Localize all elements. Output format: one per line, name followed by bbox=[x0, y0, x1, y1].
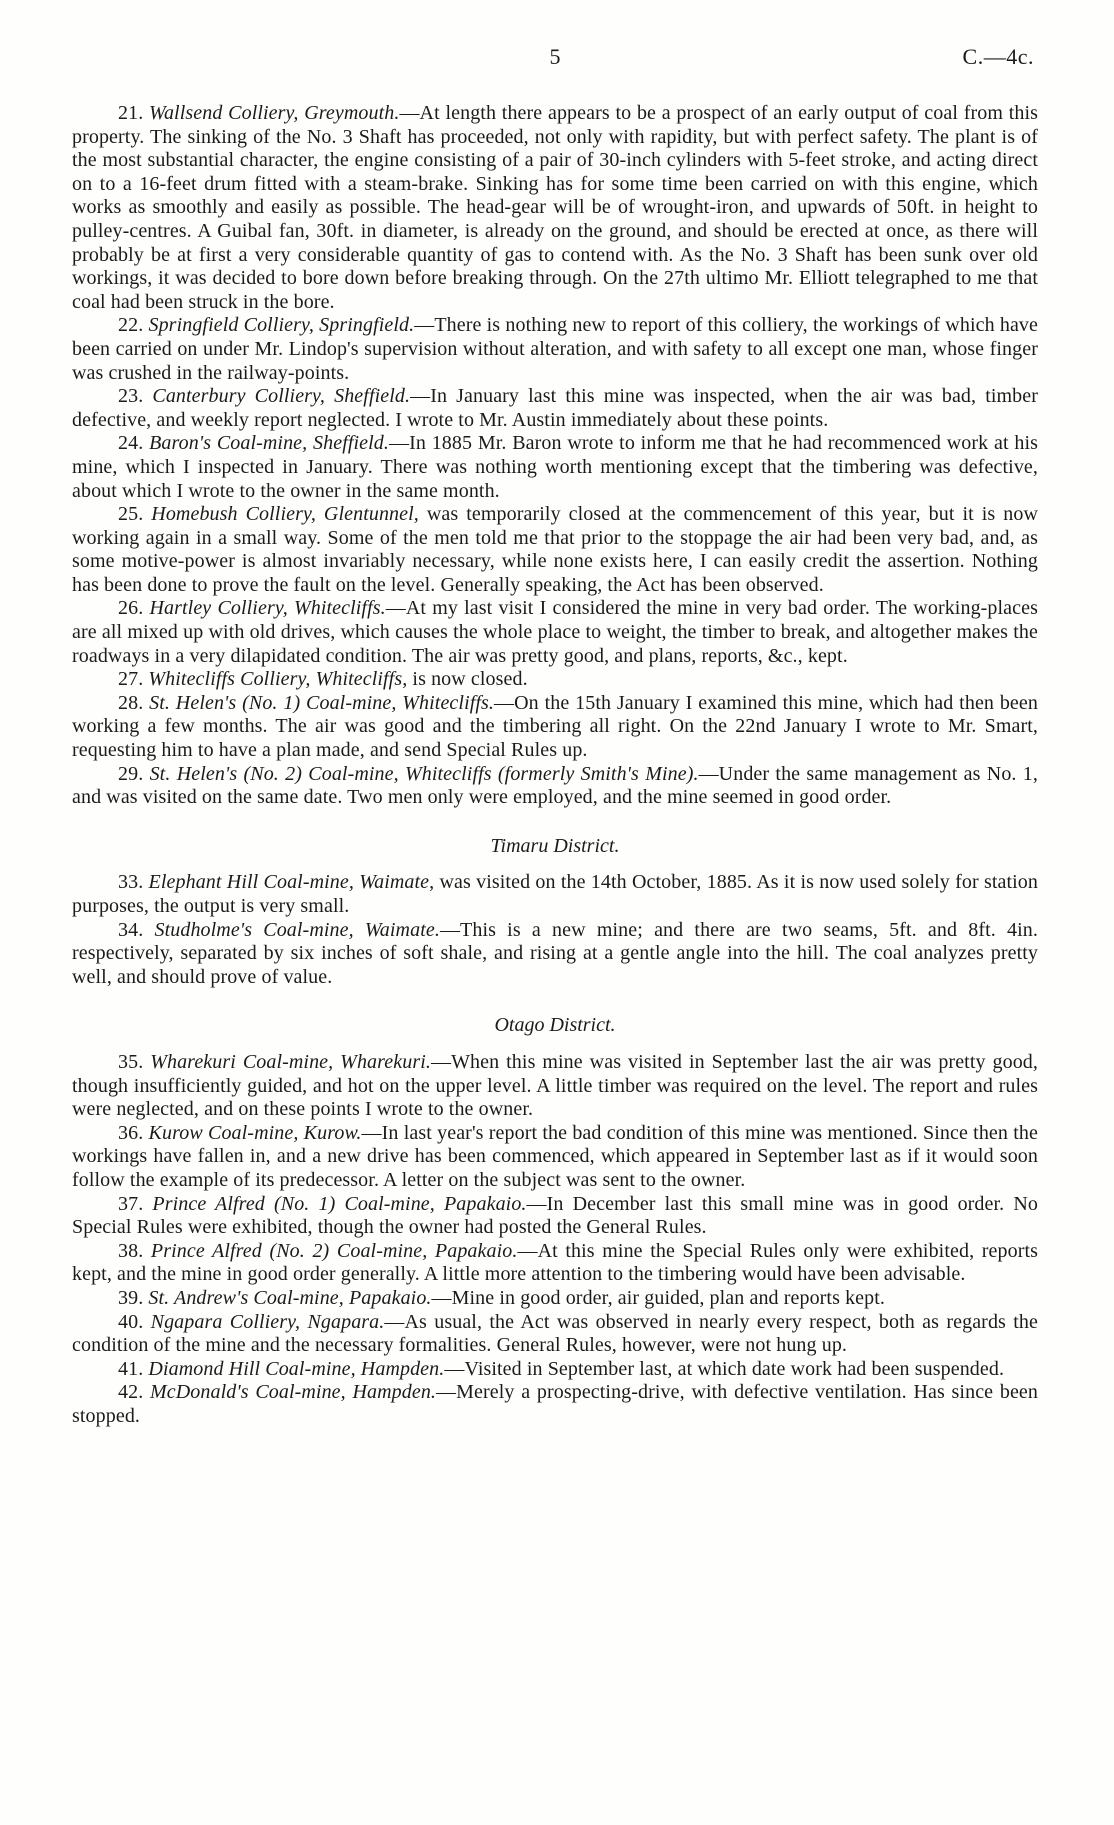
paragraph-text: —Visited in September last, at which date work had been suspended. bbox=[444, 1357, 1005, 1380]
paragraph-number: 26. bbox=[118, 597, 150, 620]
report-paragraph bbox=[72, 1358, 1038, 1382]
doc-reference: C.—4c. bbox=[962, 44, 1034, 69]
report-paragraph bbox=[72, 1122, 1038, 1193]
report-paragraph bbox=[72, 1381, 1038, 1428]
paragraph-number: 22. bbox=[118, 314, 149, 337]
paragraph-number: 38. bbox=[118, 1239, 151, 1262]
mine-title: St. Andrew's Coal-mine, Papakaio. bbox=[148, 1286, 432, 1309]
paragraph-number: 42. bbox=[118, 1381, 151, 1404]
report-paragraph bbox=[72, 385, 1038, 432]
paragraph-number: 24. bbox=[118, 432, 150, 455]
paragraph-text: —In 1885 Mr. Baron wrote to inform me that he had recommenced work at his mine, which I inspected in January. There was nothing worth mentioning except that the timbering was defective, about which I wrote to the owner in the same month. bbox=[72, 432, 1039, 502]
report-paragraph bbox=[72, 597, 1038, 668]
report-paragraph bbox=[72, 692, 1038, 763]
paragraph-number: 36. bbox=[118, 1121, 149, 1144]
paragraph-text: was visited on the 14th October, 1885. As it is now used solely for station purposes, the output is very small. bbox=[72, 871, 1039, 917]
mine-title: Diamond Hill Coal-mine, Hampden. bbox=[148, 1357, 445, 1380]
report-paragraph bbox=[72, 102, 1038, 314]
paragraph-text: —Mine in good order, air guided, plan and reports kept. bbox=[431, 1286, 886, 1309]
paragraph-text: was temporarily closed at the commencement of this year, but it is now working again in a small way. Some of the men told me that prior to the stoppage the air had been very bad, and, as some motive-power is almost invariably necessary, while none exists here, I can easily credit the assertion. Nothing has been done to prove the fault on the level. Generally speaking, the Act has been observed. bbox=[72, 503, 1039, 596]
paragraph-number: 35. bbox=[118, 1050, 151, 1073]
mine-title: Elephant Hill Coal-mine, Waimate, bbox=[148, 871, 435, 894]
mine-title: Prince Alfred (No. 1) Coal-mine, Papakaio. bbox=[152, 1192, 527, 1215]
report-paragraph bbox=[72, 1193, 1038, 1240]
paragraph-number: 39. bbox=[118, 1286, 149, 1309]
paragraph-number: 41. bbox=[118, 1357, 149, 1380]
mine-title: Wallsend Colliery, Greymouth. bbox=[149, 102, 400, 124]
district-heading-timaru: Timaru District. bbox=[490, 834, 620, 857]
page-number: 5 bbox=[549, 44, 561, 69]
mine-title: St. Helen's (No. 2) Coal-mine, Whitecliffs (formerly Smith's Mine). bbox=[149, 762, 699, 785]
paragraph-text: —In last year's report the bad condition of this mine was mentioned. Since then the workings have fallen in, and a new drive has been commenced, which appeared in September last as if it would soon follow the example of its predecessor. A letter on the subject was sent to the owner. bbox=[72, 1121, 1038, 1191]
paragraph-number: 21. bbox=[118, 102, 150, 124]
mine-title: Ngapara Colliery, Ngapara. bbox=[150, 1310, 385, 1333]
report-paragraph bbox=[72, 503, 1038, 597]
report-paragraph bbox=[72, 919, 1038, 990]
paragraph-number: 29. bbox=[118, 762, 150, 785]
paragraph-text: —This is a new mine; and there are two seams, 5ft. and 8ft. 4in. respectively, separated by six inches of soft shale, and rising at a gentle angle into the hill. The coal analyzes pretty well, and should prove of value. bbox=[72, 918, 1038, 988]
paragraph-text: —At this mine the Special Rules only were exhibited, reports kept, and the mine in good order generally. A little more attention to the timbering would have been advisable. bbox=[72, 1239, 1038, 1286]
paragraph-text: —In January last this mine was inspected, when the air was bad, timber defective, and weekly report neglected. I wrote to Mr. Austin immediately about these points. bbox=[72, 385, 1039, 431]
paragraph-text: —When this mine was visited in September last the air was pretty good, though insufficiently guided, and hot on the upper level. A little timber was required on the level. The report and rules were neglected, and on these points I wrote to the owner. bbox=[72, 1050, 1038, 1121]
paragraph-number: 25. bbox=[118, 503, 152, 526]
paragraph-text: —On the 15th January I examined this mine, which had then been working a few months. The air was good and the timbering all right. On the 22nd January I wrote to Mr. Smart, requesting him to have a plan made, and send Special Rules up. bbox=[72, 691, 1038, 762]
paragraph-text: —At my last visit I considered the mine in very bad order. The working-places are all mixed up with old drives, which causes the whole place to weight, the timber to break, and altogether makes the roadways in a very dilapidated condition. The air was pretty good, and plans, reports, &c., kept. bbox=[72, 597, 1038, 667]
mine-title: Hartley Colliery, Whitecliffs. bbox=[149, 597, 386, 620]
report-body bbox=[72, 102, 1038, 1428]
mine-title: Wharekuri Coal-mine, Wharekuri. bbox=[150, 1050, 431, 1073]
mine-title: Baron's Coal-mine, Sheffield. bbox=[149, 432, 389, 455]
paragraph-text: —As usual, the Act was observed in nearly every respect, both as regards the condition of the mine and the necessary formalities. General Rules, however, were not hung up. bbox=[72, 1310, 1038, 1357]
district-heading-otago: Otago District. bbox=[494, 1014, 616, 1037]
paragraph-text: —Merely a prospecting-drive, with defective ventilation. Has since been stopped. bbox=[72, 1381, 1039, 1427]
paragraph-number: 33. bbox=[118, 871, 149, 894]
paragraph-text: —At length there appears to be a prospect of an early output of coal from this property. The sinking of the No. 3 Shaft has proceeded, not only with rapidity, but with perfect safety. The plant is of the most substantial character, the engine consisting of a pair of 30-inch cylinders with 5-feet stroke, and acting direct on to a 16-feet drum fitted with a steam-brake. Sinking has for some time been carried on with this engine, which works as smoothly and easily as possible. The head-gear will be of wrought-iron, and upwards of 50ft. in height to pulley-centres. A Guibal fan, 30ft. in diameter, is already on the ground, and should be erected at once, as there will probably be at first a very considerable quantity of gas to contend with. As the No. 3 Shaft has been sunk over old workings, it was decided to bore down before breaking through. On the 27th ultimo Mr. Elliott telegraphed to me that coal had been struck in the bore. bbox=[72, 102, 1039, 313]
mine-title: Studholme's Coal-mine, Waimate. bbox=[154, 918, 440, 941]
mine-title: Prince Alfred (No. 2) Coal-mine, Papakaio. bbox=[150, 1239, 518, 1262]
report-paragraph bbox=[72, 1287, 1038, 1311]
report-paragraph bbox=[72, 763, 1038, 810]
paragraph-text: is now closed. bbox=[407, 668, 528, 691]
mine-title: Canterbury Colliery, Sheffield. bbox=[152, 385, 411, 408]
paragraph-number: 37. bbox=[118, 1192, 153, 1215]
report-paragraph bbox=[72, 432, 1038, 503]
report-paragraph bbox=[72, 668, 1038, 692]
paragraph-text: —There is nothing new to report of this colliery, the workings of which have been carried on under Mr. Lindop's supervision without alteration, and with safety to all except one man, whose finger was crushed in the railway-points. bbox=[72, 314, 1039, 384]
report-paragraph bbox=[72, 871, 1038, 918]
mine-title: McDonald's Coal-mine, Hampden. bbox=[150, 1381, 437, 1404]
mine-title: Kurow Coal-mine, Kurow. bbox=[148, 1121, 362, 1144]
page-header bbox=[72, 44, 1038, 76]
report-paragraph bbox=[72, 1311, 1038, 1358]
paragraph-text: —In December last this small mine was in good order. No Special Rules were exhibited, though the owner had posted the General Rules. bbox=[72, 1192, 1038, 1239]
mine-title: Homebush Colliery, Glentunnel, bbox=[151, 503, 419, 526]
paragraph-number: 27. bbox=[118, 668, 149, 691]
report-paragraph bbox=[72, 1051, 1038, 1122]
mine-title: Springfield Colliery, Springfield. bbox=[148, 314, 415, 337]
paragraph-text: —Under the same management as No. 1, and was visited on the same date. Two men only were employed, and the mine seemed in good order. bbox=[72, 762, 1038, 809]
report-paragraph bbox=[72, 1240, 1038, 1287]
paragraph-number: 34. bbox=[118, 918, 155, 941]
paragraph-number: 28. bbox=[118, 691, 150, 714]
report-paragraph bbox=[72, 314, 1038, 385]
paragraph-number: 40. bbox=[118, 1310, 151, 1333]
paragraph-number: 23. bbox=[118, 385, 153, 408]
mine-title: Whitecliffs Colliery, Whitecliffs, bbox=[148, 668, 408, 691]
mine-title: St. Helen's (No. 1) Coal-mine, Whitecliffs. bbox=[149, 691, 495, 714]
